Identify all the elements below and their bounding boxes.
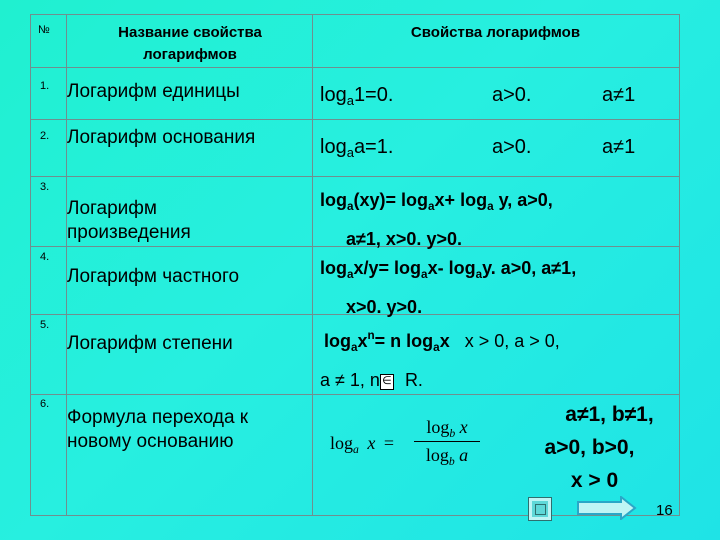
property-name: Логарифм основания [67,127,256,148]
formula-log-of-base: $\log_aa=1$. [320,136,394,160]
property-name: Логарифм частного [67,266,240,287]
row-number: 4. [40,251,50,263]
grid-line [30,176,680,177]
grid-line [679,14,680,516]
header-properties-column: Свойства логарифмов [410,24,581,41]
home-button[interactable] [528,497,552,521]
condition: a≠1 [602,84,636,106]
change-of-base-conditions: a≠1, b≠1, a>0, b>0, x > 0 [544,403,654,492]
property-name: Логарифм единицы [67,81,240,102]
row-number: 1. [40,80,50,92]
row-number: 6. [40,398,50,410]
header-num: № [38,24,50,36]
formula-log-of-one: $\log_a1=0$. [320,84,394,108]
formula-log-of-quotient: $\log_ax/y= \log_ax-$ $\log_ay$. a>0, a≠1, x>0. y>0. [320,258,577,317]
square-icon [535,504,546,515]
grid-line [30,14,31,516]
next-slide-button[interactable] [577,496,637,520]
condition: a>0. [492,84,532,106]
fraction-bar [414,441,480,442]
properties-table [30,14,680,516]
row-number: 2. [40,130,50,142]
header-name-column: Название свойства логарифмов [118,24,262,63]
row-number: 3. [40,181,50,193]
property-name: Логарифм степени [67,333,233,354]
grid-line [30,67,680,68]
property-name: Формула перехода к новому основанию [67,407,249,452]
condition: a>0. [492,136,532,158]
element-of-icon: ∈ [380,374,394,390]
property-name: Логарифм произведения [67,198,191,243]
condition: a≠1 [602,136,636,158]
formula-log-of-power: $\log_ax^n= n$ $\log_ax$ x > 0, a > 0, a ≠ 1, n ∈ R. [320,329,560,390]
page-number: 16 [656,502,673,519]
grid-line [30,119,680,120]
row-number: 5. [40,319,50,331]
formula-log-of-product: $\log_a(xy)= \log_ax+ \log_a y$, a>0, a≠1, x>0. y>0. [320,190,553,249]
grid-line [30,14,680,15]
arrow-right-icon [578,497,635,519]
formula-change-of-base: $\log_a x$ = $\log_b x$ $\log_b a$ [312,395,512,515]
